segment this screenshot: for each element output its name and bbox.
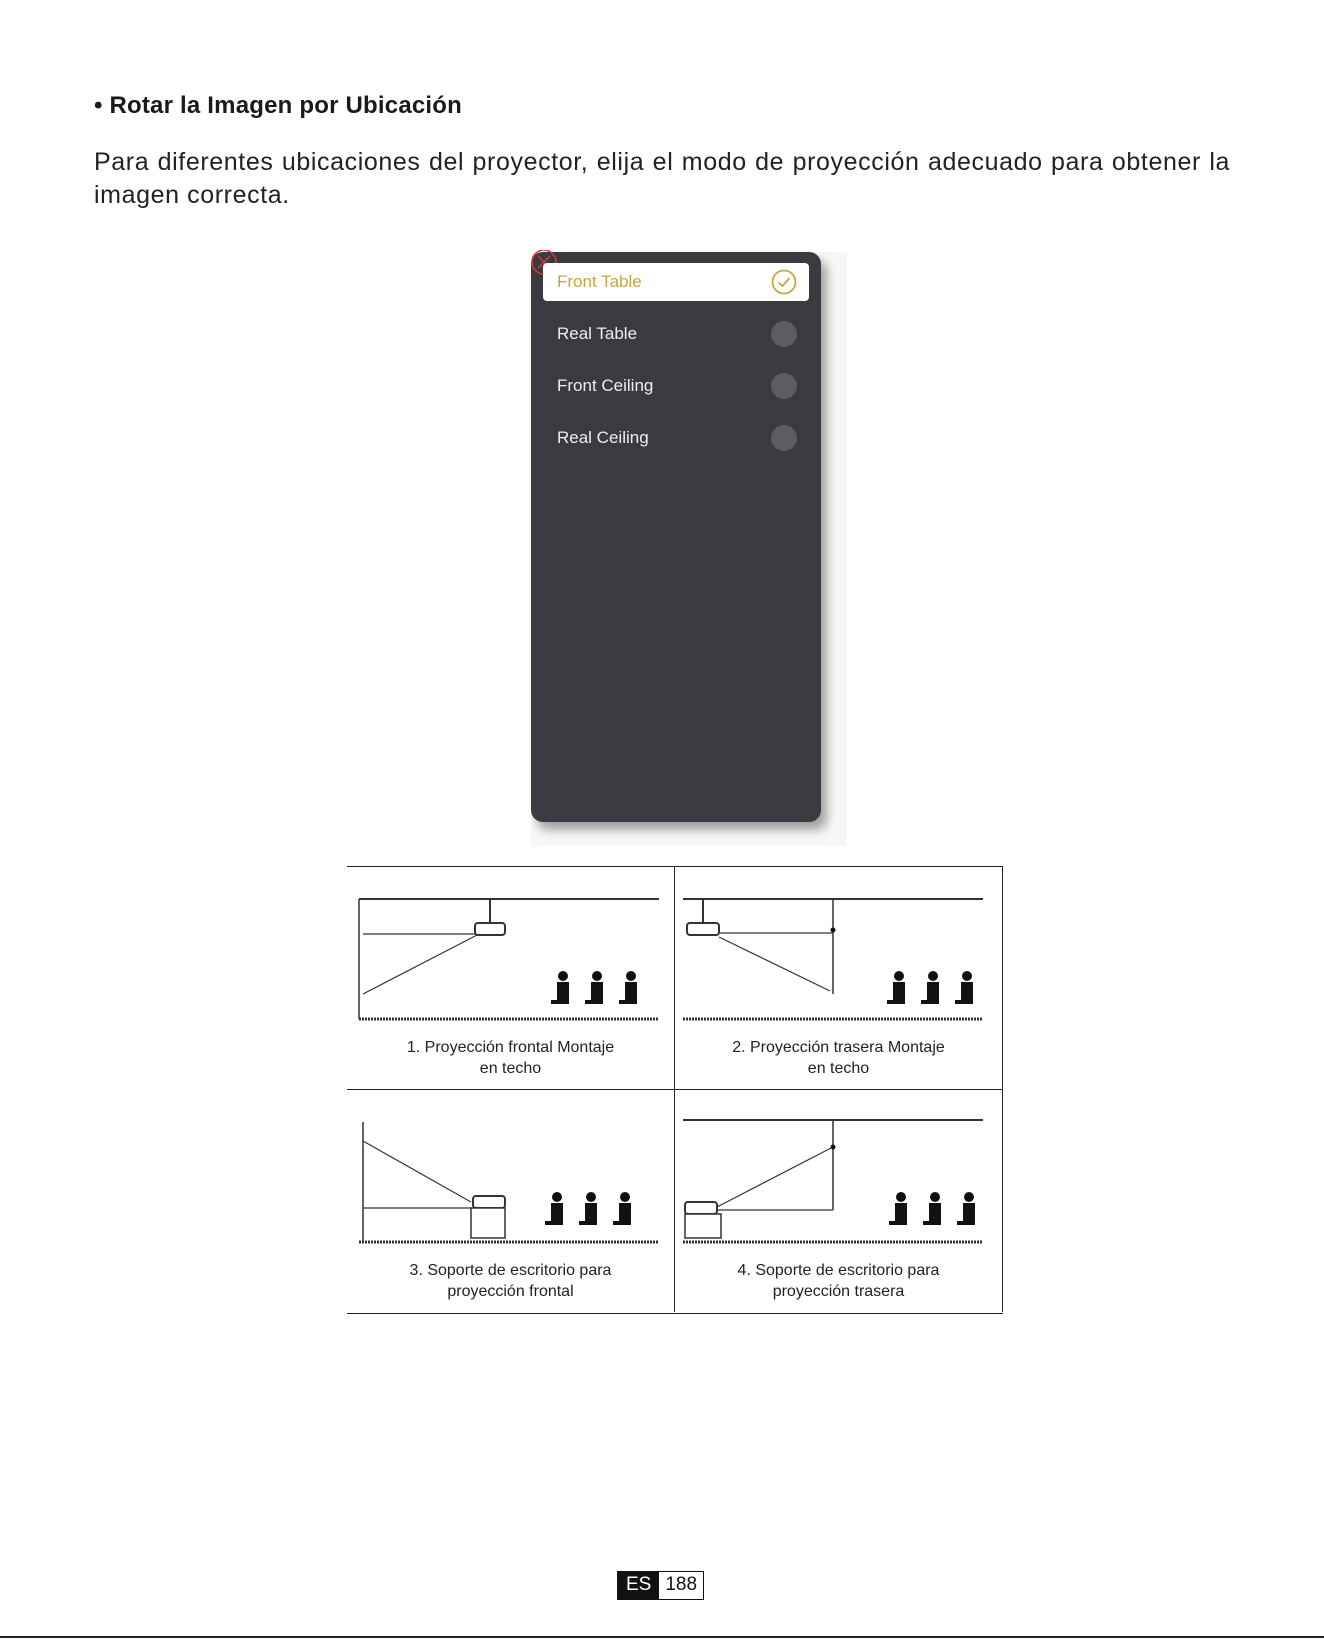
rear-desktop-illustration <box>675 1090 1002 1260</box>
projector-icon <box>685 1202 717 1214</box>
audience-icon <box>545 1192 631 1225</box>
desk-icon <box>685 1214 721 1238</box>
bottom-divider <box>0 1636 1324 1638</box>
check-circle-icon <box>771 269 797 295</box>
menu-item-label: Real Ceiling <box>557 428 649 447</box>
diagram-caption: 4. Soporte de escritorio para proyección trasera <box>737 1262 940 1300</box>
section-heading: • Rotar la Imagen por Ubicación <box>94 92 463 119</box>
menu-item-label: Real Table <box>557 324 638 343</box>
diagram-front-ceiling <box>347 867 675 1089</box>
rear-ceiling-illustration <box>675 867 1002 1037</box>
menu-item-front-ceiling[interactable] <box>543 367 809 405</box>
radio-dot-icon <box>771 425 797 451</box>
projection-diagrams <box>347 866 1003 1314</box>
front-desktop-illustration <box>347 1090 674 1260</box>
desk-icon <box>471 1208 505 1238</box>
menu-item-label: Front Ceiling <box>557 376 654 395</box>
diagram-caption: 3. Soporte de escritorio para proyección frontal <box>409 1262 612 1300</box>
radio-dot-icon <box>771 321 797 347</box>
menu-item-label: Front Table <box>557 272 642 291</box>
menu-item-front-table[interactable] <box>543 263 809 301</box>
projection-menu <box>531 252 821 822</box>
radio-dot-icon <box>771 373 797 399</box>
menu-item-real-ceiling[interactable] <box>543 419 809 457</box>
diagram-front-desktop <box>347 1090 675 1312</box>
language-code: ES <box>618 1572 659 1599</box>
projector-icon <box>687 923 719 935</box>
page-number-badge <box>617 1571 704 1600</box>
diagram-caption: 2. Proyección trasera Montaje en techo <box>732 1039 945 1077</box>
projector-icon <box>475 923 505 935</box>
audience-icon <box>551 971 637 1004</box>
front-ceiling-illustration <box>347 867 674 1037</box>
intro-paragraph: Para diferentes ubicaciones del proyector, elija el modo de proyección adecuado para obtener la imagen correcta. <box>94 148 1230 209</box>
diagram-rear-desktop <box>675 1090 1003 1312</box>
menu-item-real-table[interactable] <box>543 315 809 353</box>
audience-icon <box>887 971 973 1004</box>
diagram-caption: 1. Proyección frontal Montaje en techo <box>406 1039 615 1077</box>
diagram-rear-ceiling <box>675 867 1003 1089</box>
audience-icon <box>889 1192 975 1225</box>
page-number: 188 <box>659 1572 703 1599</box>
projection-menu-screenshot <box>531 252 847 846</box>
projector-icon <box>473 1196 505 1208</box>
